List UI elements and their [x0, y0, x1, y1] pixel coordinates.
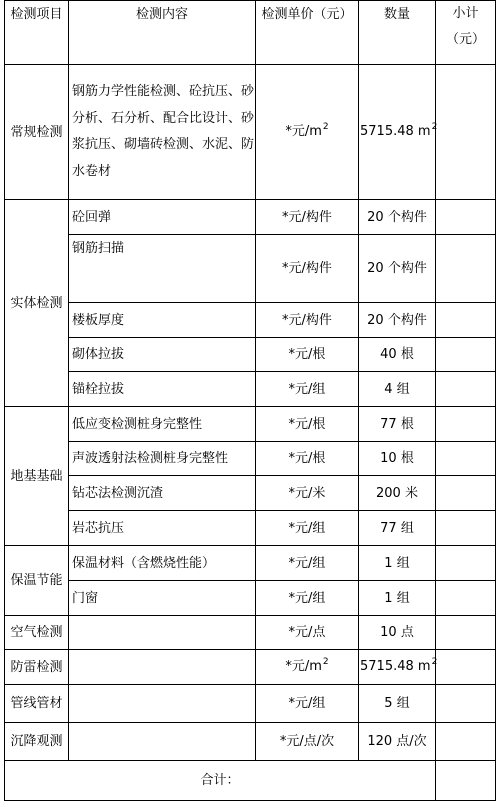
table-row — [5, 581, 496, 616]
solid-qty-3: 40 根 — [359, 338, 436, 372]
solid-content-1: 钢筋扫描 — [69, 235, 256, 303]
insulation-qty-1: 1 组 — [359, 581, 436, 616]
header-unit-price: 检测单价（元） — [256, 1, 359, 65]
subtotal-cell — [436, 200, 496, 235]
foundation-price-2: *元/米 — [256, 476, 359, 511]
foundation-content-3: 岩芯抗压 — [69, 511, 256, 546]
lightning-price-sup: 2 — [322, 656, 329, 667]
solid-qty-2: 20 个构件 — [359, 303, 436, 338]
table-row — [5, 442, 496, 476]
inspection-fee-table — [4, 0, 496, 801]
table-row — [5, 372, 496, 407]
settlement-content — [69, 723, 256, 761]
solid-content-2: 楼板厚度 — [69, 303, 256, 338]
solid-price-4: *元/组 — [256, 372, 359, 407]
foundation-qty-2: 200 米 — [359, 476, 436, 511]
subtotal-cell — [436, 723, 496, 761]
subtotal-cell — [436, 372, 496, 407]
table-row — [5, 616, 496, 650]
routine-content: 钢筋力学性能检测、砼抗压、砂分析、石分析、配合比设计、砂浆抗压、砌墙砖检测、水泥、防水卷材 — [69, 65, 256, 200]
foundation-qty-0: 77 根 — [359, 407, 436, 442]
lightning-content — [69, 650, 256, 685]
group-routine: 常规检测 — [5, 65, 69, 200]
table-row — [5, 650, 496, 685]
solid-price-0: *元/构件 — [256, 200, 359, 235]
table-row — [5, 723, 496, 761]
settlement-qty: 120 点/次 — [359, 723, 436, 761]
total-value-cell — [436, 761, 496, 801]
foundation-content-0: 低应变检测桩身完整性 — [69, 407, 256, 442]
routine-qty — [359, 65, 436, 200]
insulation-price-0: *元/组 — [256, 546, 359, 581]
solid-content-0: 砼回弹 — [69, 200, 256, 235]
foundation-qty-3: 77 组 — [359, 511, 436, 546]
subtotal-cell — [436, 235, 496, 303]
header-row — [5, 1, 496, 65]
pipe-price: *元/组 — [256, 685, 359, 723]
group-pipe: 管线管材 — [5, 685, 69, 723]
air-price: *元/点 — [256, 616, 359, 650]
solid-content-4: 锚栓拉拔 — [69, 372, 256, 407]
table-row — [5, 200, 496, 235]
header-subtotal-line1: 小计 — [452, 6, 479, 21]
solid-qty-1: 20 个构件 — [359, 235, 436, 303]
header-quantity: 数量 — [359, 1, 436, 65]
lightning-price — [256, 650, 359, 685]
solid-price-1: *元/构件 — [256, 235, 359, 303]
group-air: 空气检测 — [5, 616, 69, 650]
air-qty: 10 点 — [359, 616, 436, 650]
subtotal-cell — [436, 616, 496, 650]
header-subtotal-line2: （元） — [445, 32, 485, 47]
subtotal-cell — [436, 546, 496, 581]
lightning-price-text: *元/m — [285, 658, 322, 674]
pipe-qty: 5 组 — [359, 685, 436, 723]
foundation-content-1: 声波透射法检测桩身完整性 — [69, 442, 256, 476]
routine-qty-text: 5715.48 m — [360, 123, 431, 139]
insulation-content-1: 门窗 — [69, 581, 256, 616]
subtotal-cell — [436, 581, 496, 616]
foundation-price-1: *元/根 — [256, 442, 359, 476]
lightning-qty-sup: 2 — [431, 656, 438, 667]
group-insulation: 保温节能 — [5, 546, 69, 616]
subtotal-cell — [436, 476, 496, 511]
subtotal-cell — [436, 650, 496, 685]
group-foundation: 地基基础 — [5, 407, 69, 546]
routine-price-sup: 2 — [322, 121, 329, 132]
total-label: 合计： — [5, 761, 436, 801]
solid-qty-4: 4 组 — [359, 372, 436, 407]
table-row — [5, 65, 496, 200]
header-content: 检测内容 — [69, 1, 256, 65]
routine-qty-sup: 2 — [431, 121, 438, 132]
settlement-price: *元/点/次 — [256, 723, 359, 761]
group-lightning: 防雷检测 — [5, 650, 69, 685]
table-row — [5, 338, 496, 372]
foundation-price-3: *元/组 — [256, 511, 359, 546]
table-row — [5, 235, 496, 303]
group-solid: 实体检测 — [5, 200, 69, 407]
insulation-price-1: *元/组 — [256, 581, 359, 616]
air-content — [69, 616, 256, 650]
table-row — [5, 511, 496, 546]
subtotal-cell — [436, 338, 496, 372]
insulation-qty-0: 1 组 — [359, 546, 436, 581]
subtotal-cell — [436, 303, 496, 338]
subtotal-cell — [436, 685, 496, 723]
routine-price-text: *元/m — [285, 123, 322, 139]
header-item: 检测项目 — [5, 1, 69, 65]
table-row — [5, 407, 496, 442]
insulation-content-0: 保温材料（含燃烧性能） — [69, 546, 256, 581]
subtotal-cell — [436, 511, 496, 546]
table-row — [5, 546, 496, 581]
header-subtotal — [436, 1, 496, 65]
group-settlement: 沉降观测 — [5, 723, 69, 761]
lightning-qty-text: 5715.48 m — [360, 658, 431, 674]
pipe-content — [69, 685, 256, 723]
lightning-qty — [359, 650, 436, 685]
solid-price-2: *元/构件 — [256, 303, 359, 338]
total-row — [5, 761, 496, 801]
routine-price — [256, 65, 359, 200]
table-row — [5, 303, 496, 338]
solid-qty-0: 20 个构件 — [359, 200, 436, 235]
table-row — [5, 685, 496, 723]
foundation-content-2: 钻芯法检测沉渣 — [69, 476, 256, 511]
subtotal-cell — [436, 65, 496, 200]
table-row — [5, 476, 496, 511]
foundation-price-0: *元/根 — [256, 407, 359, 442]
subtotal-cell — [436, 442, 496, 476]
subtotal-cell — [436, 407, 496, 442]
solid-price-3: *元/根 — [256, 338, 359, 372]
foundation-qty-1: 10 根 — [359, 442, 436, 476]
solid-content-3: 砌体拉拔 — [69, 338, 256, 372]
